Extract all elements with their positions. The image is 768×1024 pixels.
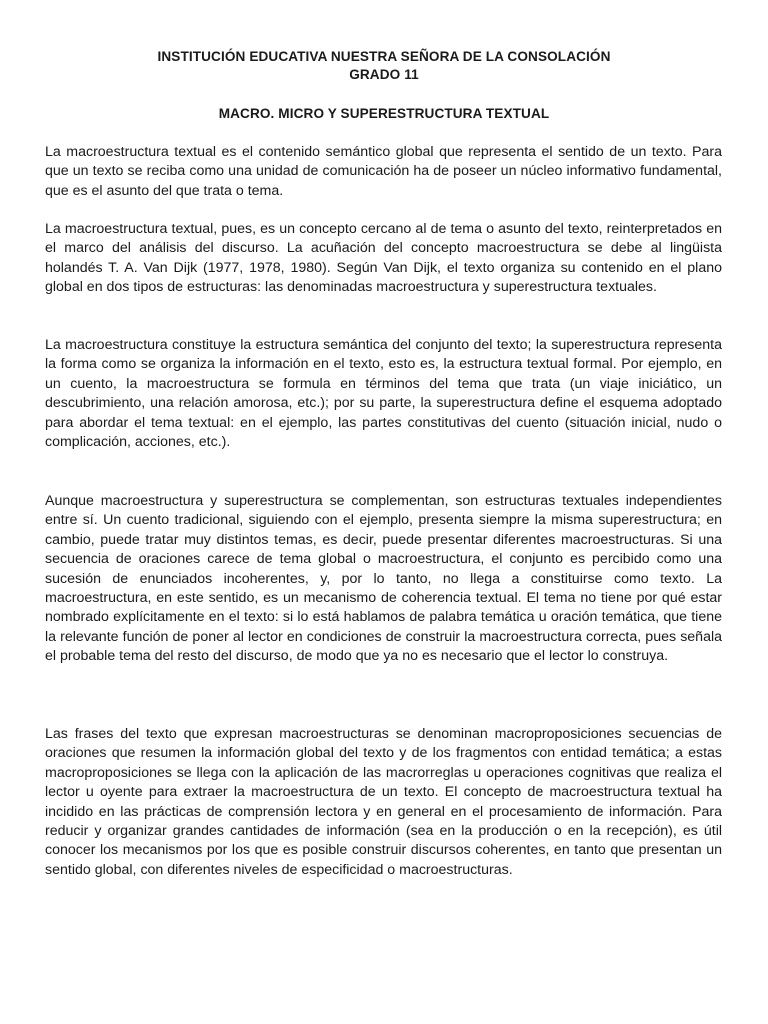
paragraph-2: La macroestructura textual, pues, es un concepto cercano al de tema o asunto del texto, reinterpretados en el marco del análisis del discurso. La acuñación del concepto macroestructura se debe al lingüista holandés T. A. Van Dijk (1977, 1978, 1980). Según Van Dijk, el texto organiza su contenido en el plano global en dos tipos de estructuras: las denominadas macroestructura y superestructura textuales. [45,221,722,296]
paragraph-5: Las frases del texto que expresan macroestructuras se denominan macroproposiciones secuencias de oraciones que resumen la información global del texto y de los fragmentos con entidad temática; a estas macroproposiciones se llega con la aplicación de las macrorreglas u operaciones cognitivas que realiza el lector u oyente para extraer la macroestructura de un texto. El concepto de macroestructura textual ha incidido en las prácticas de comprensión lectora y en general en el procesamiento de información. Para reducir y organizar grandes cantidades de información (sea en la producción o en la recepción), es útil conocer los mecanismos por los que es posible construir discursos coherentes, en tanto que presentan un sentido global, con diferentes niveles de especificidad o macroestructuras. [45,726,722,878]
paragraph-3: La macroestructura constituye la estructura semántica del conjunto del texto; la superestructura representa la forma como se organiza la información en el texto, esto es, la estructura textual formal. Por ejemplo, en un cuento, la macroestructura se formula en términos del tema que trata (un viaje iniciático, un descubrimiento, una relación amorosa, etc.); por su parte, la superestructura define el esquema adoptado para abordar el tema textual: en el ejemplo, las partes constitutivas del cuento (situación inicial, nudo o complicación, acciones, etc.). [45,337,722,451]
paragraph-4: Aunque macroestructura y superestructura se complementan, son estructuras textuales independientes entre sí. Un cuento tradicional, siguiendo con el ejemplo, presenta siempre la misma superestructura; en cambio, puede tratar muy distintos temas, es decir, puede presentar diferentes macroestructuras. Si una secuencia de oraciones carece de tema global o macroestructura, el conjunto es percibido como una sucesión de enunciados incoherentes, y, por lo tanto, no llega a constituirse como texto. La macroestructura, en este sentido, es un mecanismo de coherencia textual. El tema no tiene por qué estar nombrado explícitamente en el texto: si lo está hablamos de palabra temática u oración temática, que tiene la relevante función de poner al lector en condiciones de construir la macroestructura correcta, pues señala el probable tema del resto del discurso, de modo que ya no es necesario que el lector lo construya. [45,493,722,665]
grade-heading: GRADO 11 [349,67,419,82]
institution-heading: INSTITUCIÓN EDUCATIVA NUESTRA SEÑORA DE LA CONSOLACIÓN [157,49,611,64]
document-title: MACRO. MICRO Y SUPERESTRUCTURA TEXTUAL [218,106,550,121]
paragraph-1: La macroestructura textual es el contenido semántico global que representa el sentido de un texto. Para que un texto se reciba como una unidad de comunicación ha de poseer un núcleo informativo fundamental, que es el asunto del que trata o tema. [45,144,722,199]
